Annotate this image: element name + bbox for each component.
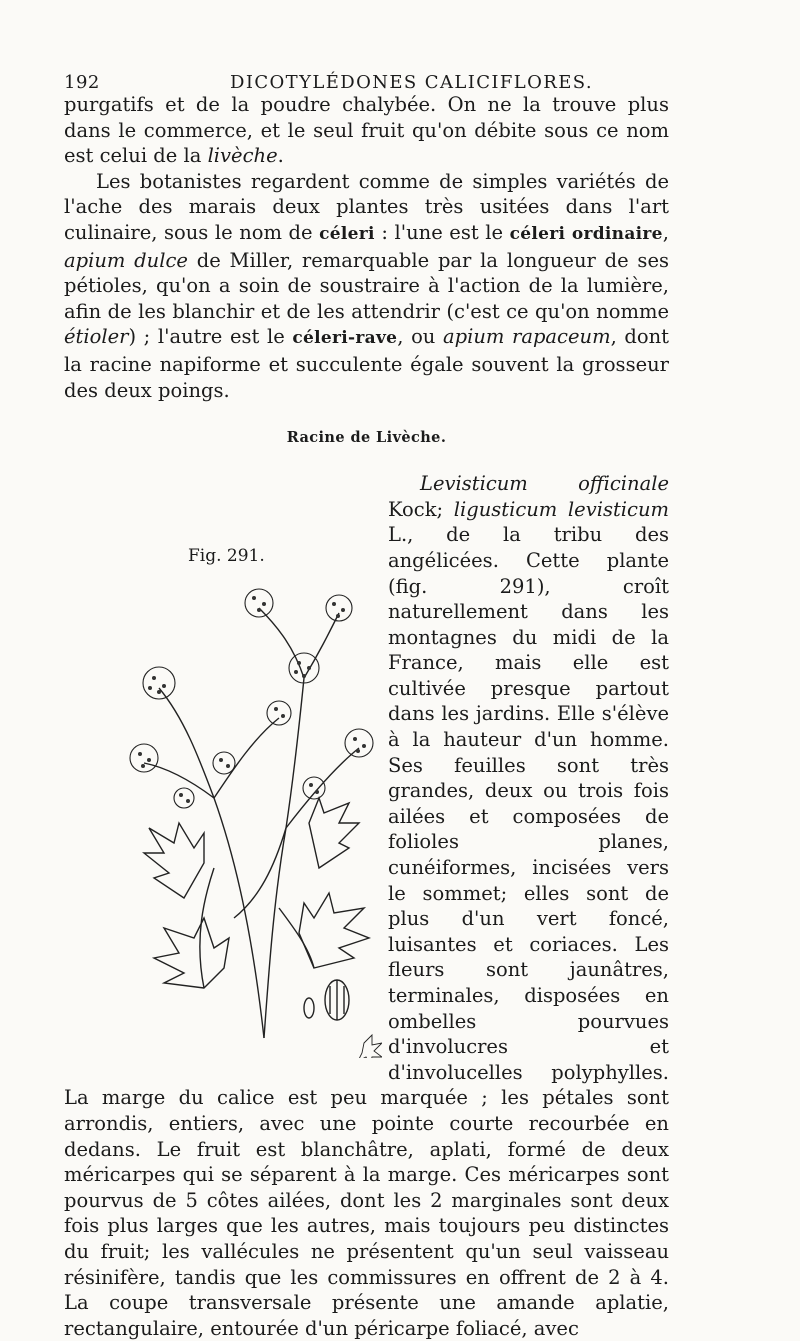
paragraph-2 bbox=[64, 169, 669, 403]
p2-text-6: , ou bbox=[397, 325, 443, 349]
term-liveche: livèche bbox=[207, 144, 278, 168]
term-levisticum: Levisticum officinale bbox=[420, 472, 669, 496]
paragraph-1 bbox=[64, 92, 669, 169]
term-celeri-rave: céleri-rave bbox=[292, 328, 398, 349]
p1-end: . bbox=[277, 144, 284, 168]
term-celeri: céleri bbox=[319, 223, 375, 244]
lovage-plant-icon bbox=[64, 568, 382, 1058]
p2-text-5: ) ; l'autre est le bbox=[128, 325, 293, 349]
p3-text-1: Kock; bbox=[388, 497, 454, 521]
running-title: DICOTYLÉDONES CALICIFLORES. bbox=[230, 72, 594, 93]
term-ligusticum: ligusticum levisticum bbox=[453, 497, 670, 521]
p2-text-1: Les botanistes regardent comme de simples variétés de l'ache des marais deux plantes très usitées dans l'art culinaire, sous le nom de bbox=[64, 169, 669, 244]
term-etioler: étioler bbox=[64, 325, 129, 349]
p1-text: purgatifs et de la poudre chalybée. On ne la trouve plus dans le commerce, et le seul fruit qu'on débite sous ce nom est celui de la bbox=[64, 93, 669, 168]
p2-text-7: , dont la racine napiforme et succulente égale souvent la grosseur des deux poings. bbox=[64, 325, 669, 402]
term-apium-rapaceum: apium rapaceum bbox=[442, 325, 611, 349]
p2-text-4: de Miller, remarquable par la longueur de ses pétioles, qu'on a soin de soustraire à l'action de la lumière, afin de les blanchir et de les attendrir (c'est ce qu'on nomme bbox=[64, 248, 669, 323]
term-celeri-ordinaire: céleri ordinaire bbox=[509, 223, 663, 244]
p3-text-2: L., de la tribu des angélicées. Cette plante (fig. 291), croît naturellement dans les montagnes du midi de la France, mais elle est cultivée presque partout dans les jardins. Elle s'élève à la hauteur d'un homme. Ses feuilles sont très grandes, deux ou trois fois ailées et composées de folioles planes, cunéiformes, incisées vers le sommet; elles sont de plus d'un vert foncé, luisantes et coriaces. Les fleurs sont jaunâtres, terminales, disposées en ombelles pourvues d'involucres et d'involucelles polyphylles. La marge du calice est peu marquée ; les pétales sont arrondis, entiers, avec une pointe courte recourbée en dedans. Le fruit est blanchâtre, aplati, formé de deux méricarpes qui se séparent à la marge. Ces méricarpes sont pourvus de 5 côtes ailées, dont les 2 marginales sont deux fois plus larges que les autres, mais toujours peu distinctes du fruit; les vallécules ne présentent qu'un seul vaisseau résinifère, tandis que les commissures en offrent de 2 à 4. La coupe transversale présente une amande aplatie, rectangulaire, entourée d'un péricarpe foliacé, avec bbox=[64, 523, 669, 1340]
page-number: 192 bbox=[64, 72, 100, 93]
term-apium-dulce: apium dulce bbox=[64, 248, 188, 272]
running-head bbox=[64, 62, 669, 92]
figure-label: Fig. 291. bbox=[188, 546, 265, 566]
section-heading: Racine de Livèche. bbox=[286, 429, 447, 447]
p2-text-3: , bbox=[662, 220, 669, 244]
p2-text-2: : l'une est le bbox=[374, 220, 510, 244]
figure-291 bbox=[64, 540, 382, 1060]
